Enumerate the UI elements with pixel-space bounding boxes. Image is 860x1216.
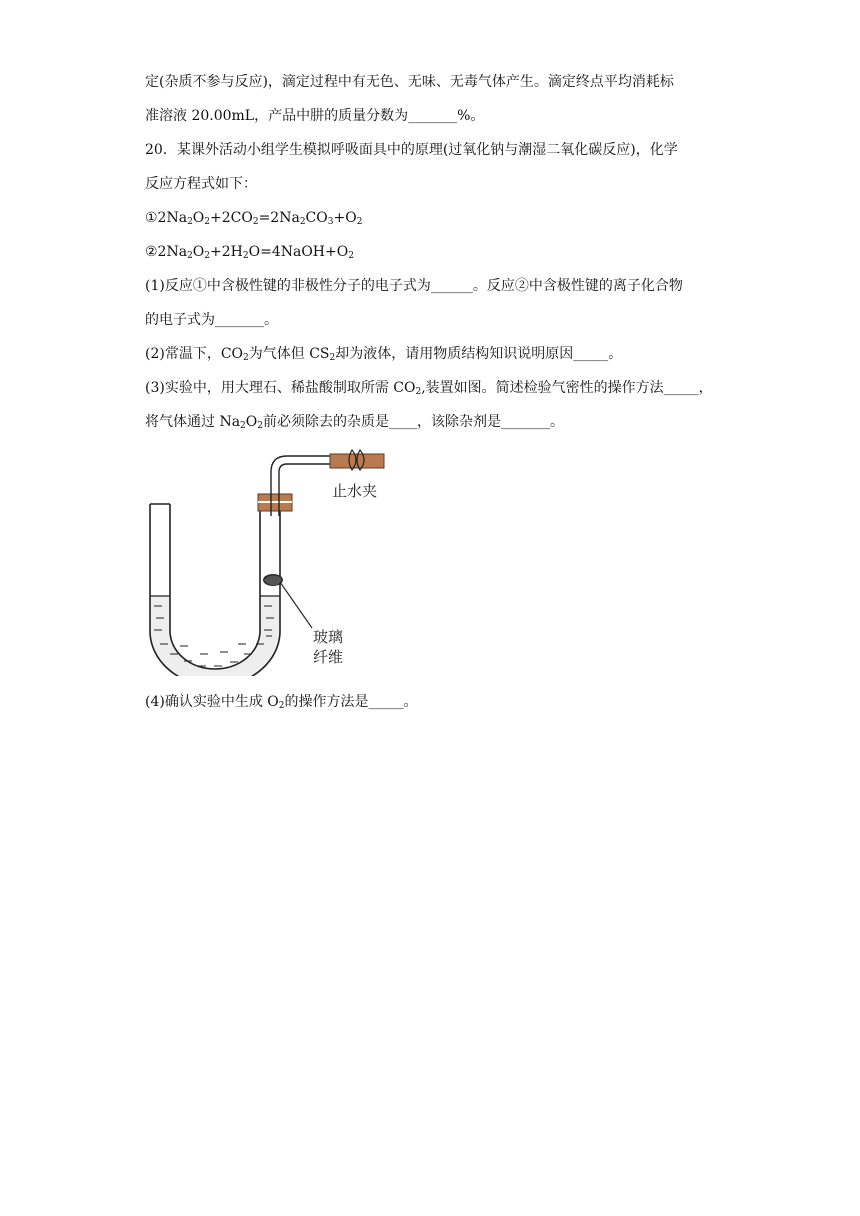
question-3-line: (3)实验中，用大理石、稀盐酸制取所需 $CO_2$,装置如图。简述检验气密性的操作方法_____， xyxy=(145,380,713,397)
question-20-title: 20．某课外活动小组学生模拟呼吸面具中的原理(过氧化钠与潮湿二氧化碳反应)，化学 xyxy=(145,142,678,158)
equation-1: $①2Na_2O_2+2CO_2=2Na_2CO_3+O_2$ xyxy=(145,210,363,227)
clamp-label: 止水夹 xyxy=(332,482,378,500)
u-tube-apparatus-figure xyxy=(140,446,400,676)
text-line: 准溶液 20.00mL，产品中肼的质量分数为_______%。 xyxy=(145,108,485,124)
fiber-label-line2: 纤维 xyxy=(313,648,344,666)
u-tube-diagram xyxy=(140,446,400,676)
text-line: 将气体通过 $Na_2O_2$前必须除去的杂质是____，该除杂剂是_______。 xyxy=(145,414,564,431)
question-1-line: (1)反应①中含极性键的非极性分子的电子式为______。反应②中含极性键的离子化合物 xyxy=(145,278,683,294)
question-4-line: (4)确认实验中生成 $O_2$的操作方法是_____。 xyxy=(145,694,418,711)
text-line: 定(杂质不参与反应)，滴定过程中有无色、无味、无毒气体产生。滴定终点平均消耗标 xyxy=(145,74,674,90)
equation-2: $②2Na_2O_2+2H_2O=4NaOH+O_2$ xyxy=(145,244,354,261)
text-line: 反应方程式如下： xyxy=(145,176,257,192)
fiber-label-line1: 玻璃 xyxy=(313,628,344,646)
question-2-line: (2)常温下，$CO_2$为气体但 $CS_2$却为液体，请用物质结构知识说明原因_____。 xyxy=(145,346,623,363)
u-tube-inner xyxy=(170,504,260,669)
text-line: 的电子式为_______。 xyxy=(145,312,278,328)
